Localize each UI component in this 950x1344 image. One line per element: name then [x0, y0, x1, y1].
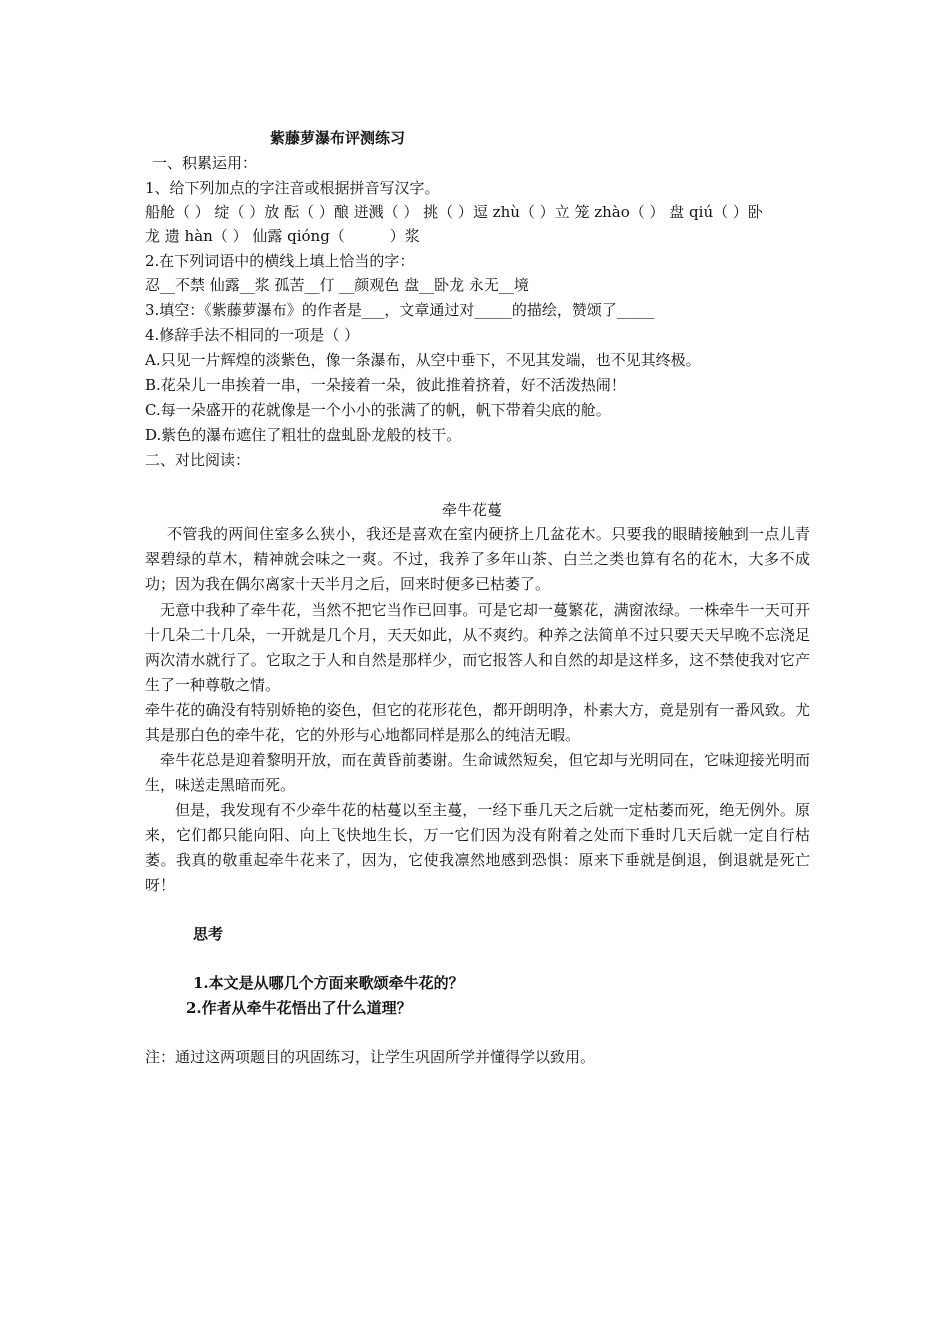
question-4-option-a: A.只见一片辉煌的淡紫色，像一条瀑布，从空中垂下，不见其发端，也不见其终极。: [145, 351, 701, 369]
question-4-option-c: C.每一朵盛开的花就像是一个小小的张满了的帆，帆下带着尖底的舱。: [145, 401, 611, 419]
document-title: 紫藤萝瀑布评测练习: [270, 129, 406, 147]
article-paragraph-3: 牵牛花的确没有特别娇艳的姿色，但它的花形花色，都开朗明净，朴素大方，竟是别有一番风致。尤其是那白色的牵牛花，它的外形与心地都同样是那么的纯洁无暇。: [145, 701, 810, 744]
article-paragraph-1: 不管我的两间住室多么狭小，我还是喜欢在室内硬挤上几盆花木。只要我的眼睛接触到一点儿青翠碧绿的草木，精神就会味之一爽。不过，我养了多年山茶、白兰之类也算有名的花木，大多不成功；因为我在偶尔离家十天半月之后，回来时便多已枯萎了。: [145, 525, 810, 593]
section-heading-1: 一、积累运用：: [152, 154, 258, 172]
question-4-option-b: B.花朵儿一串挨着一串，一朵接着一朵，彼此推着挤着，好不活泼热闹！: [145, 376, 626, 394]
thinking-question-1: 1.本文是从哪几个方面来歌颂牵牛花的？: [193, 974, 464, 992]
article-title: 牵牛花蔓: [442, 501, 503, 519]
question-2-line: 忍__不禁 仙露__浆 孤苦__仃 __颜观色 盘__卧龙 永无__境: [145, 276, 529, 294]
thinking-heading: 思考: [193, 925, 224, 943]
question-3-line: 3.填空：《紫藤萝瀑布》的作者是___，文章通过对_____的描绘，赞颂了_____: [145, 301, 655, 319]
question-4-prompt: 4.修辞手法不相同的一项是（ ）: [145, 326, 360, 344]
footnote: 注：通过这两项题目的巩固练习，让学生巩固所学并懂得学以致用。: [145, 1048, 596, 1066]
article-paragraph-5: 但是，我发现有不少牵牛花的枯蔓以至主蔓，一经下垂几天之后就一定枯萎而死，绝无例外。原来，它们都只能向阳、向上飞快地生长，万一它们因为没有附着之处而下垂时几天后就一定自行枯萎。我真的敬重起牵牛花来了，因为，它使我凛然地感到恐惧：原来下垂就是倒退，倒退就是死亡呀！: [145, 801, 810, 894]
section-heading-2: 二、对比阅读：: [145, 451, 251, 469]
question-1-prompt: 1、给下列加点的字注音或根据拼音写汉字。: [145, 179, 440, 197]
question-1-line-2: 龙 遗 hàn（ ） 仙露 qióng（ ）浆: [145, 227, 420, 245]
thinking-question-2: 2.作者从牵牛花悟出了什么道理？: [186, 999, 412, 1017]
question-2-prompt: 2.在下列词语中的横线上填上恰当的字：: [145, 252, 415, 270]
question-4-option-d: D.紫色的瀑布遮住了粗壮的盘虬卧龙般的枝干。: [145, 426, 462, 444]
question-1-line-1: 船舱（ ） 绽（ ）放 酝（ ）酿 迸溅（ ） 挑（ ）逗 zhù（ ）立 笼 zhào（ ） 盘 qiú（ ）卧: [145, 203, 763, 221]
article-paragraph-2: 无意中我种了牵牛花，当然不把它当作已回事。可是它却一蔓繁花，满窗浓绿。一株牵牛一天可开十几朵二十几朵，一开就是几个月，天天如此，从不爽约。种养之法简单不过只要天天早晚不忘浇足两次清水就行了。它取之于人和自然是那样少，而它报答人和自然的却是这样多，这不禁使我对它产生了一种尊敬之情。: [145, 601, 810, 694]
article-paragraph-4: 牵牛花总是迎着黎明开放，而在黄昏前萎谢。生命诚然短矣，但它却与光明同在，它味迎接光明而生，味送走黑暗而死。: [145, 751, 810, 794]
